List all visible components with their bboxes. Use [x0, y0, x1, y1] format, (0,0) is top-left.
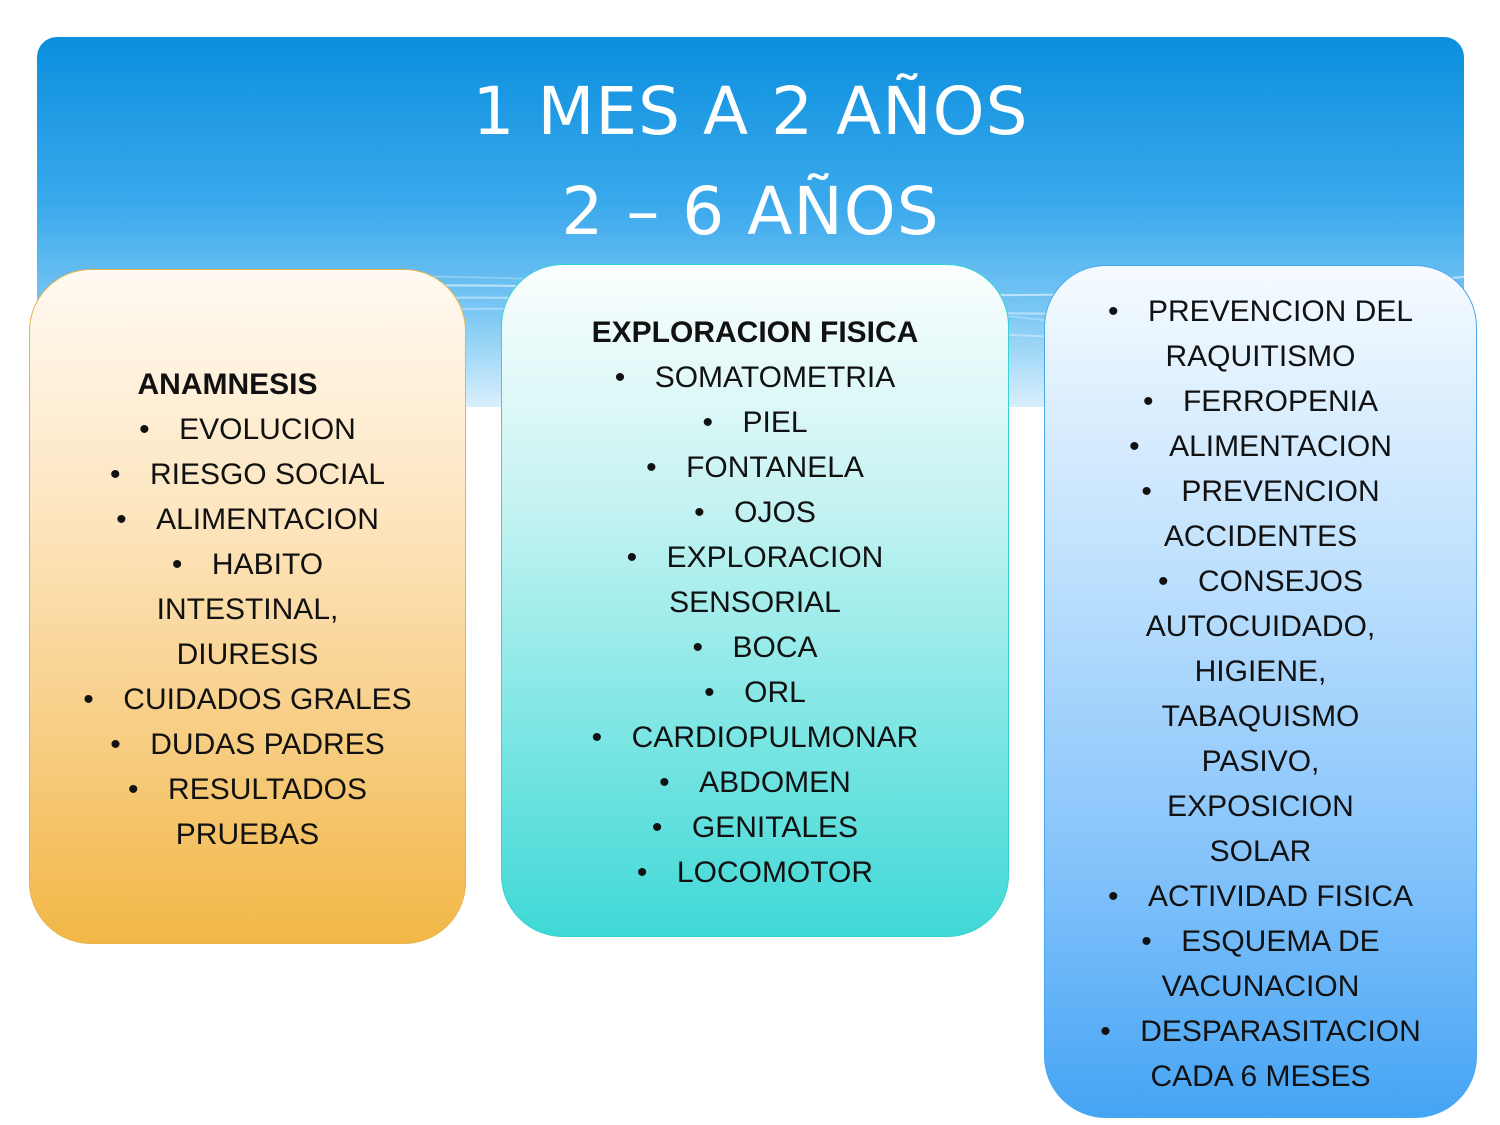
list-item: • RIESGO SOCIAL	[30, 452, 465, 497]
bullet-icon: •	[109, 458, 121, 491]
list-item: • ALIMENTACION	[30, 497, 465, 542]
list-item: • HABITO INTESTINAL, DIURESIS	[30, 542, 465, 677]
bullet-icon: •	[704, 676, 715, 709]
list-item: • ALIMENTACION	[1045, 424, 1476, 469]
title-line-2: 2 – 6 AÑOS	[561, 173, 940, 250]
bullet-icon: •	[171, 548, 183, 581]
anamnesis-heading: ANAMNESIS	[137, 368, 318, 401]
bullet-icon: •	[116, 503, 127, 536]
bullet-icon: •	[1129, 430, 1140, 463]
anamnesis-list	[30, 407, 465, 857]
exploracion-list	[502, 355, 1008, 895]
bullet-icon: •	[692, 631, 703, 664]
list-item: • CONSEJOS AUTOCUIDADO, HIGIENE, TABAQUISMO PASIVO, EXPOSICION SOLAR	[1045, 559, 1476, 874]
bullet-icon: •	[591, 721, 603, 754]
bullet-icon: •	[1141, 925, 1152, 958]
bullet-icon: •	[110, 728, 121, 761]
exploracion-heading: EXPLORACION FISICA	[591, 316, 919, 349]
title-line-1: 1 MES A 2 AÑOS	[472, 73, 1029, 150]
bullet-icon: •	[636, 856, 648, 889]
bullet-icon: •	[1107, 295, 1119, 328]
list-item: • CARDIOPULMONAR	[502, 715, 1008, 760]
bullet-icon: •	[1142, 385, 1154, 418]
exploracion-card	[501, 264, 1009, 937]
bullet-icon: •	[1157, 565, 1169, 598]
bullet-icon: •	[702, 406, 713, 439]
list-item: • EXPLORACION SENSORIAL	[502, 535, 1008, 625]
list-item: • GENITALES	[502, 805, 1008, 850]
list-item: • DUDAS PADRES	[30, 722, 465, 767]
list-item: • DESPARASITACION CADA 6 MESES	[1045, 1009, 1476, 1099]
anamnesis-card	[29, 269, 466, 944]
bullet-icon: •	[1100, 1015, 1111, 1048]
bullet-icon: •	[128, 773, 139, 806]
list-item: • ORL	[502, 670, 1008, 715]
list-item: • ABDOMEN	[502, 760, 1008, 805]
bullet-icon: •	[139, 413, 150, 446]
list-item: • SOMATOMETRIA	[502, 355, 1008, 400]
list-item: • FONTANELA	[502, 445, 1008, 490]
bullet-icon: •	[1107, 880, 1119, 913]
list-item: • ESQUEMA DE VACUNACION	[1045, 919, 1476, 1009]
bullet-icon: •	[626, 541, 638, 574]
list-item: • EVOLUCION	[30, 407, 465, 452]
prevencion-list	[1045, 289, 1476, 1099]
list-item: • CUIDADOS GRALES	[30, 677, 465, 722]
bullet-icon: •	[659, 766, 670, 799]
bullet-icon: •	[651, 811, 663, 844]
list-item: • LOCOMOTOR	[502, 850, 1008, 895]
list-item: • FERROPENIA	[1045, 379, 1476, 424]
list-item: • RESULTADOS PRUEBAS	[30, 767, 465, 857]
slide-title	[37, 62, 1464, 262]
list-item: • PREVENCION ACCIDENTES	[1045, 469, 1476, 559]
list-item: • OJOS	[502, 490, 1008, 535]
bullet-icon: •	[614, 361, 626, 394]
prevencion-card	[1044, 265, 1477, 1118]
bullet-icon: •	[1141, 475, 1152, 508]
list-item: • ACTIVIDAD FISICA	[1045, 874, 1476, 919]
list-item: • PREVENCION DEL RAQUITISMO	[1045, 289, 1476, 379]
bullet-icon: •	[646, 451, 657, 484]
list-item: • BOCA	[502, 625, 1008, 670]
bullet-icon: •	[694, 496, 705, 529]
bullet-icon: •	[83, 683, 94, 716]
list-item: • PIEL	[502, 400, 1008, 445]
